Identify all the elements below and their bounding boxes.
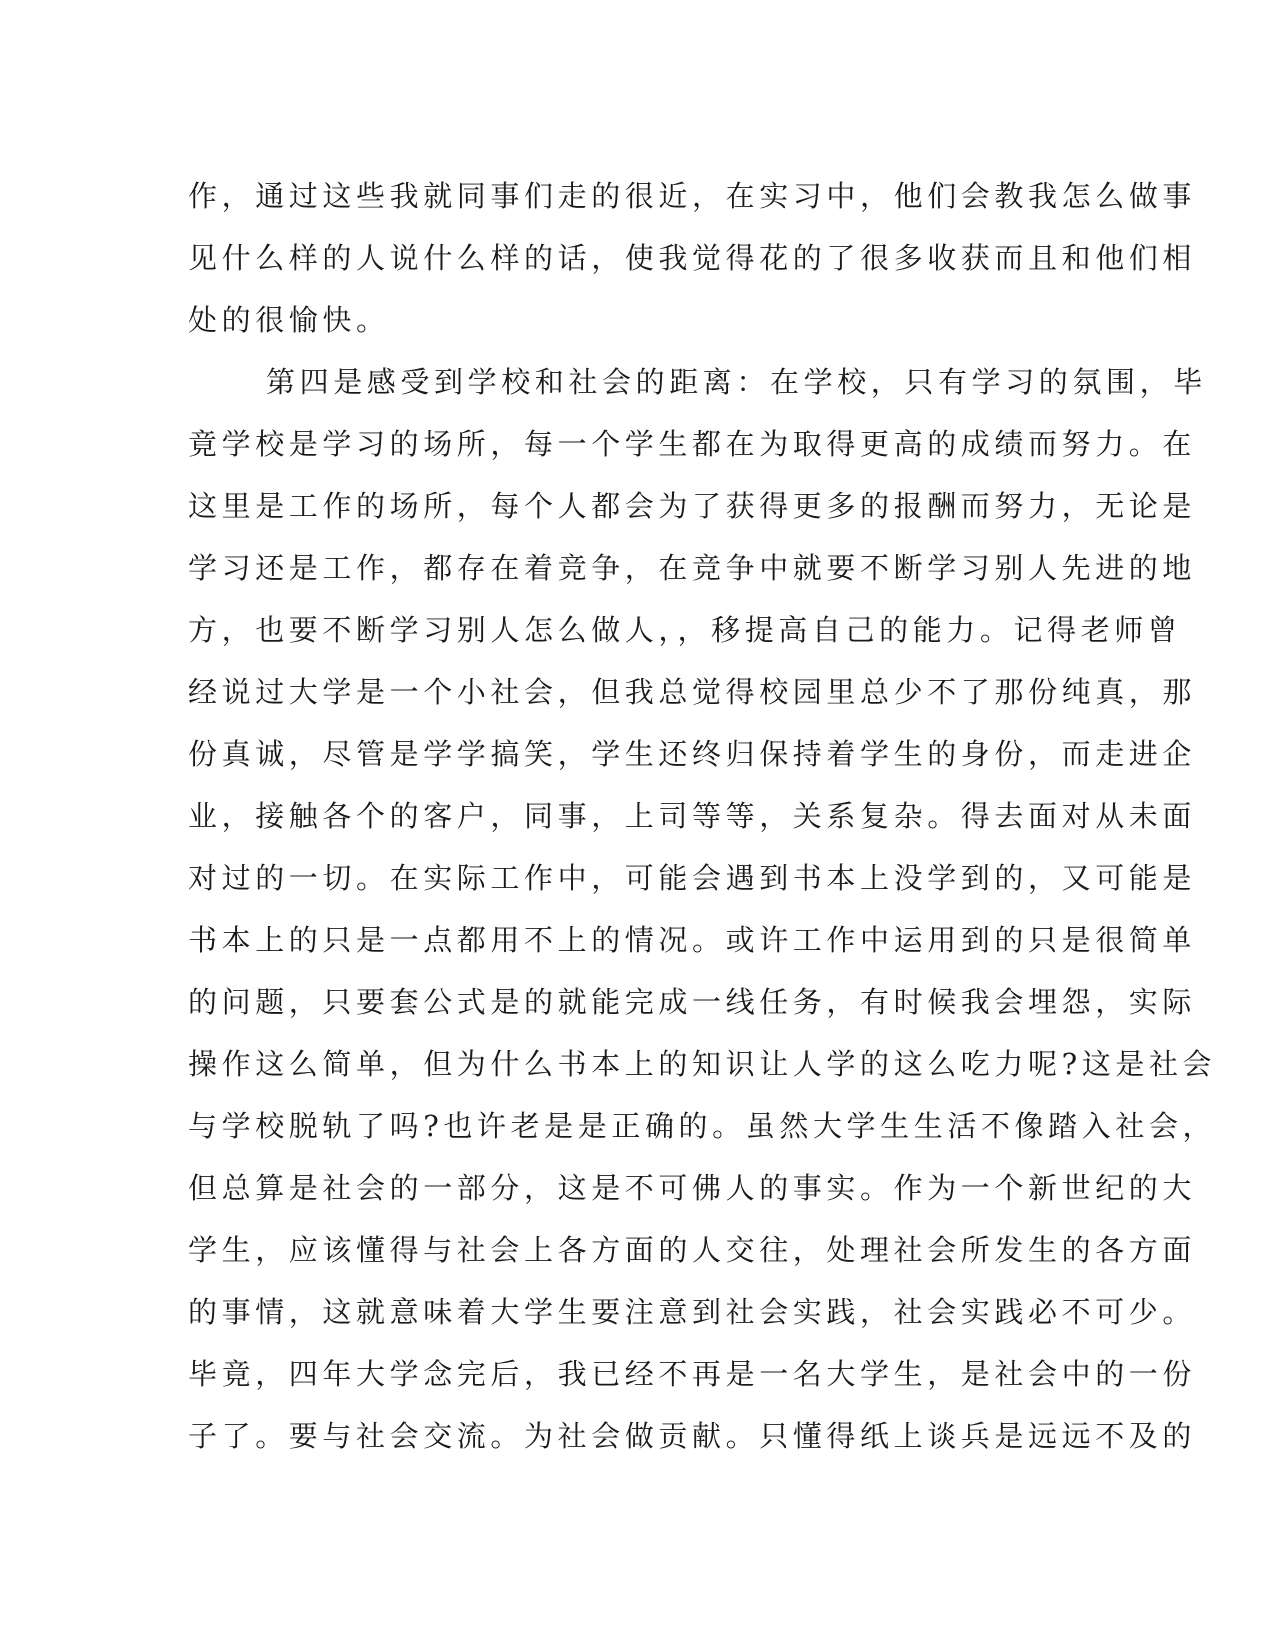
text-line-7: 学习还是工作，都存在着竞争，在竞争中就要不断学习别人先进的地: [188, 551, 1197, 585]
text-line-8: 方，也要不断学习别人怎么做人，，移提高自己的能力。记得老师曾: [188, 613, 1182, 647]
body-text: [188, 165, 1217, 1467]
text-line-5: 竟学校是学习的场所，每一个学生都在为取得更高的成绩而努力。在: [188, 427, 1197, 461]
text-line-20: 毕竟，四年大学念完后，我已经不再是一名大学生，是社会中的一份: [188, 1357, 1197, 1391]
text-line-2: 见什么样的人说什么样的话，使我觉得花的了很多收获而且和他们相: [188, 241, 1197, 275]
text-line-4: 第四是感受到学校和社会的距离：在学校，只有学习的氛围，毕: [266, 365, 1207, 399]
text-line-9: 经说过大学是一个小社会，但我总觉得校园里总少不了那份纯真，那: [188, 675, 1197, 709]
text-line-15: 操作这么简单，但为什么书本上的知识让人学的这么吃力呢?这是社会: [188, 1047, 1217, 1081]
text-line-1: 作，通过这些我就同事们走的很近，在实习中，他们会教我怎么做事: [188, 179, 1197, 213]
text-line-3: 处的很愉快。: [188, 303, 390, 337]
text-line-19: 的事情，这就意味着大学生要注意到社会实践，社会实践必不可少。: [188, 1295, 1197, 1329]
text-line-10: 份真诚，尽管是学学搞笑，学生还终归保持着学生的身份，而走进企: [188, 737, 1197, 771]
text-line-16: 与学校脱轨了吗?也许老是是正确的。虽然大学生生活不像踏入社会，: [188, 1109, 1217, 1143]
text-line-11: 业，接触各个的客户，同事，上司等等，关系复杂。得去面对从未面: [188, 799, 1197, 833]
text-line-13: 书本上的只是一点都用不上的情况。或许工作中运用到的只是很简单: [188, 923, 1197, 957]
text-line-14: 的问题，只要套公式是的就能完成一线任务，有时候我会埋怨，实际: [188, 985, 1197, 1019]
text-line-21: 子了。要与社会交流。为社会做贡献。只懂得纸上谈兵是远远不及的: [188, 1419, 1197, 1453]
text-line-17: 但总算是社会的一部分，这是不可佛人的事实。作为一个新世纪的大: [188, 1171, 1197, 1205]
text-line-12: 对过的一切。在实际工作中，可能会遇到书本上没学到的，又可能是: [188, 861, 1197, 895]
text-line-18: 学生，应该懂得与社会上各方面的人交往，处理社会所发生的各方面: [188, 1233, 1197, 1267]
text-line-6: 这里是工作的场所，每个人都会为了获得更多的报酬而努力，无论是: [188, 489, 1197, 523]
